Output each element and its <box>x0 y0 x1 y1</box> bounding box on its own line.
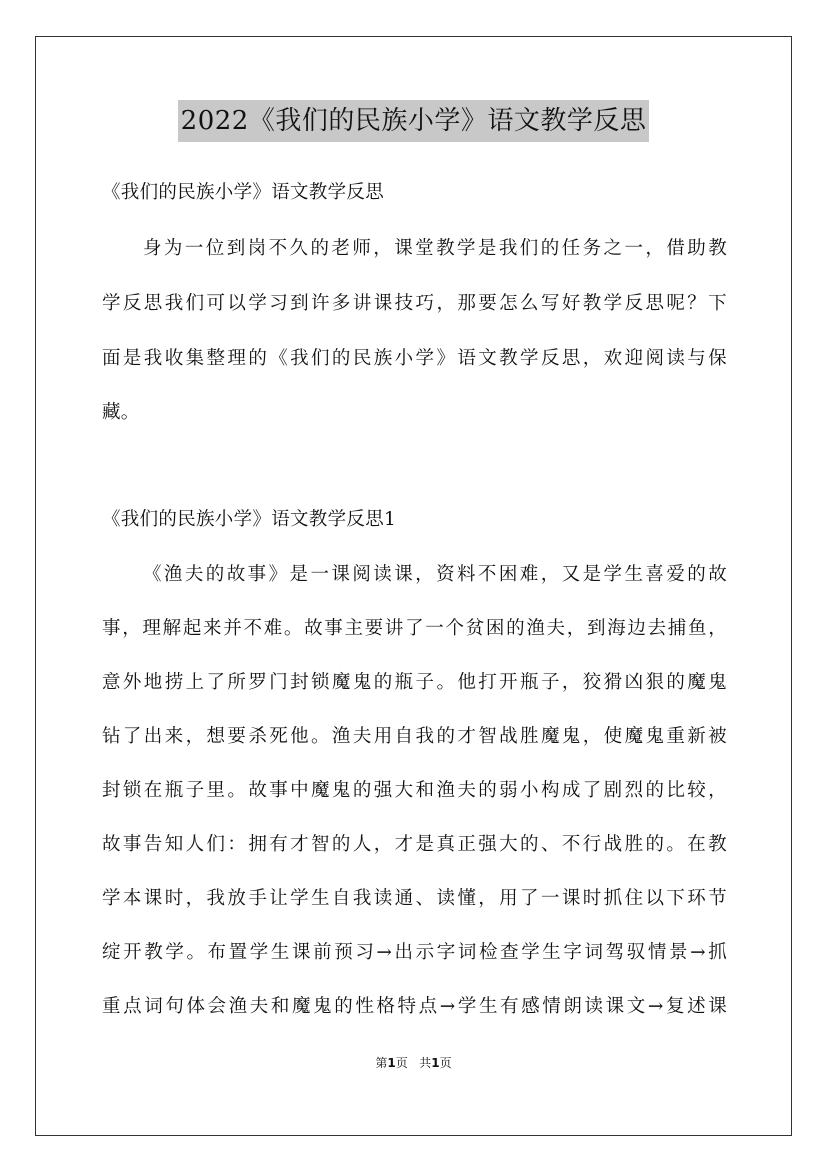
document-subtitle: 《我们的民族小学》语文教学反思 <box>102 182 385 203</box>
footer-total-prefix: 共 <box>419 1056 432 1070</box>
intro-line-2: 学反思我们可以学习到许多讲课技巧，那要怎么写好教学反思呢？下 <box>102 293 727 314</box>
footer-total-number: 1 <box>431 1056 440 1070</box>
footer-page-suffix: 页 <box>395 1056 408 1070</box>
section-heading: 《我们的民族小学》语文教学反思1 <box>102 509 397 530</box>
intro-line-1: 身为一位到岗不久的老师，课堂教学是我们的任务之一，借助教 <box>143 238 727 259</box>
intro-line-3: 面是我收集整理的《我们的民族小学》语文教学反思，欢迎阅读与保 <box>102 348 727 369</box>
body-line-9: 重点词句体会渔夫和魔鬼的性格特点→学生有感情朗读课文→复述课 <box>102 996 727 1017</box>
document-title: 2022《我们的民族小学》语文教学反思 <box>178 100 650 142</box>
body-line-1: 《渔夫的故事》是一课阅读课，资料不困难，又是学生喜爱的故 <box>143 564 727 585</box>
body-line-5: 封锁在瓶子里。故事中魔鬼的强大和渔夫的弱小构成了剧烈的比较， <box>102 780 727 801</box>
page-footer <box>0 1054 827 1071</box>
body-line-3: 意外地捞上了所罗门封锁魔鬼的瓶子。他打开瓶子，狡猾凶狠的魔鬼 <box>102 672 727 693</box>
body-line-4: 钻了出来，想要杀死他。渔夫用自我的才智战胜魔鬼，使魔鬼重新被 <box>102 726 727 747</box>
intro-line-4: 藏。 <box>102 402 140 423</box>
title-wrap <box>0 100 827 142</box>
footer-page-prefix: 第 <box>375 1056 388 1070</box>
body-line-8: 绽开教学。布置学生课前预习→出示字词检查学生字词驾驭情景→抓 <box>102 942 727 963</box>
body-line-7: 学本课时，我放手让学生自我读通、读懂，用了一课时抓住以下环节 <box>102 888 727 909</box>
body-line-2: 事，理解起来并不难。故事主要讲了一个贫困的渔夫，到海边去捕鱼， <box>102 618 727 639</box>
body-line-6: 故事告知人们：拥有才智的人，才是真正强大的、不行战胜的。在教 <box>102 834 727 855</box>
footer-total-suffix: 页 <box>439 1056 452 1070</box>
footer-page-number: 1 <box>387 1056 396 1070</box>
